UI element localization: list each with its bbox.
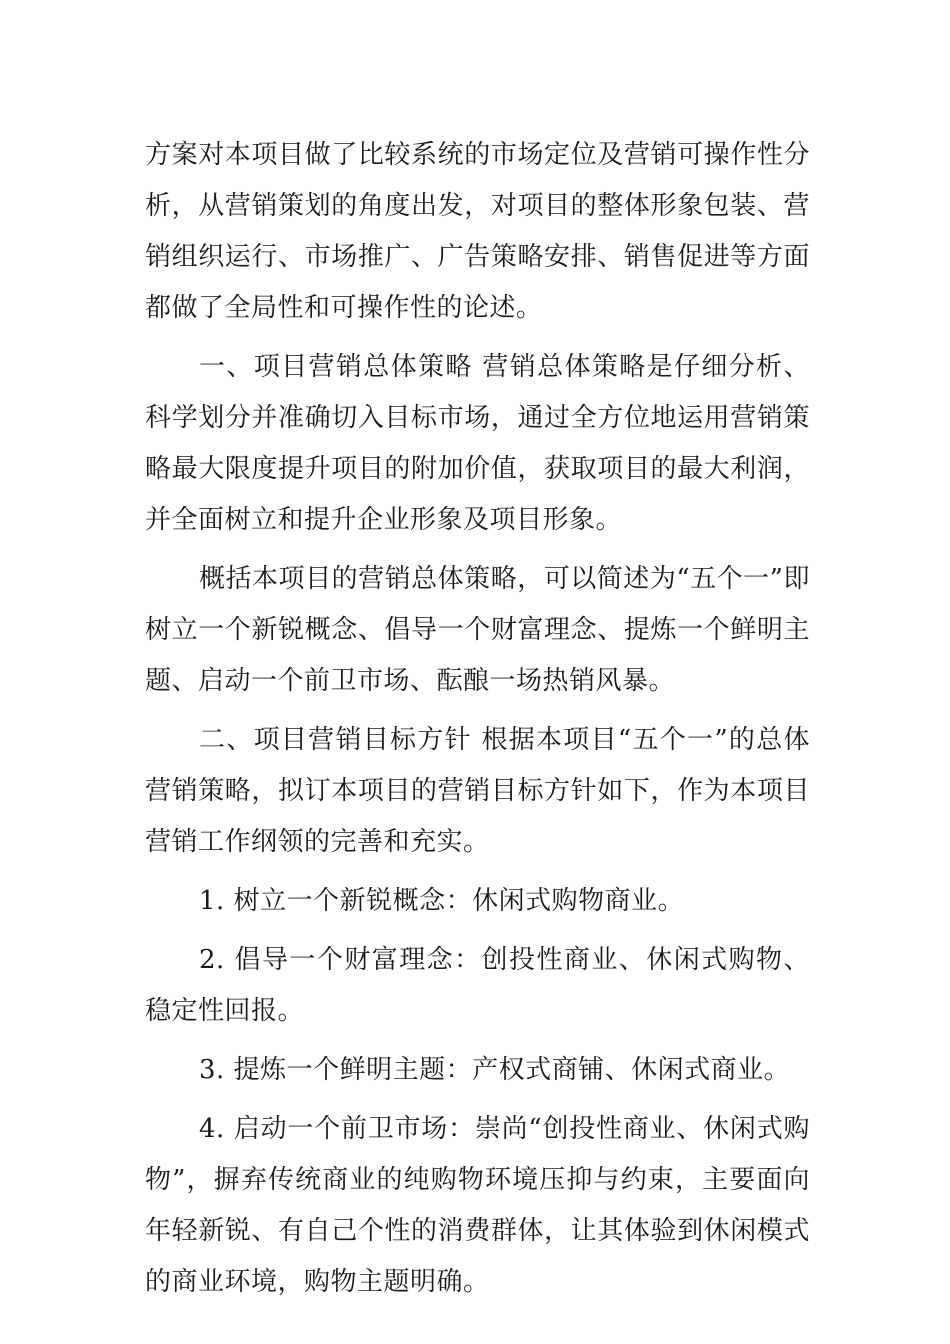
paragraph-section-2: 二、项目营销目标方针 根据本项目“五个一”的总体营销策略，拟订本项目的营销目标方针如下，作为本项目营销工作纲领的完善和充实。 <box>145 725 810 857</box>
paragraph-summary: 概括本项目的营销总体策略，可以简述为“五个一”即树立一个新锐概念、倡导一个财富理念、提炼一个鲜明主题、启动一个前卫市场、酝酿一场热销风暴。 <box>145 564 810 696</box>
paragraph-intro: 方案对本项目做了比较系统的市场定位及营销可操作性分析，从营销策划的角度出发，对项目的整体形象包装、营销组织运行、市场推广、广告策略安排、销售促进等方面都做了全局性和可操作性的论述。 <box>145 140 810 323</box>
paragraph-section-1: 一、项目营销总体策略 营销总体策略是仔细分析、科学划分并准确切入目标市场，通过全方位地运用营销策略最大限度提升项目的附加价值，获取项目的最大利润，并全面树立和提升企业形象及项目形象。 <box>145 352 810 535</box>
list-item-4: 4. 启动一个前卫市场：崇尚“创投性商业、休闲式购物”，摒弃传统商业的纯购物环境压抑与约束，主要面向年轻新锐、有自己个性的消费群体，让其体验到休闲模式的商业环境，购物主题明确。 <box>145 1114 810 1297</box>
list-item-2: 2. 倡导一个财富理念：创投性商业、休闲式购物、稳定性回报。 <box>145 945 810 1026</box>
list-item-1: 1. 树立一个新锐概念：休闲式购物商业。 <box>199 886 685 916</box>
list-item-3: 3. 提炼一个鲜明主题：产权式商铺、休闲式商业。 <box>199 1055 791 1085</box>
document-body <box>145 130 810 1316</box>
